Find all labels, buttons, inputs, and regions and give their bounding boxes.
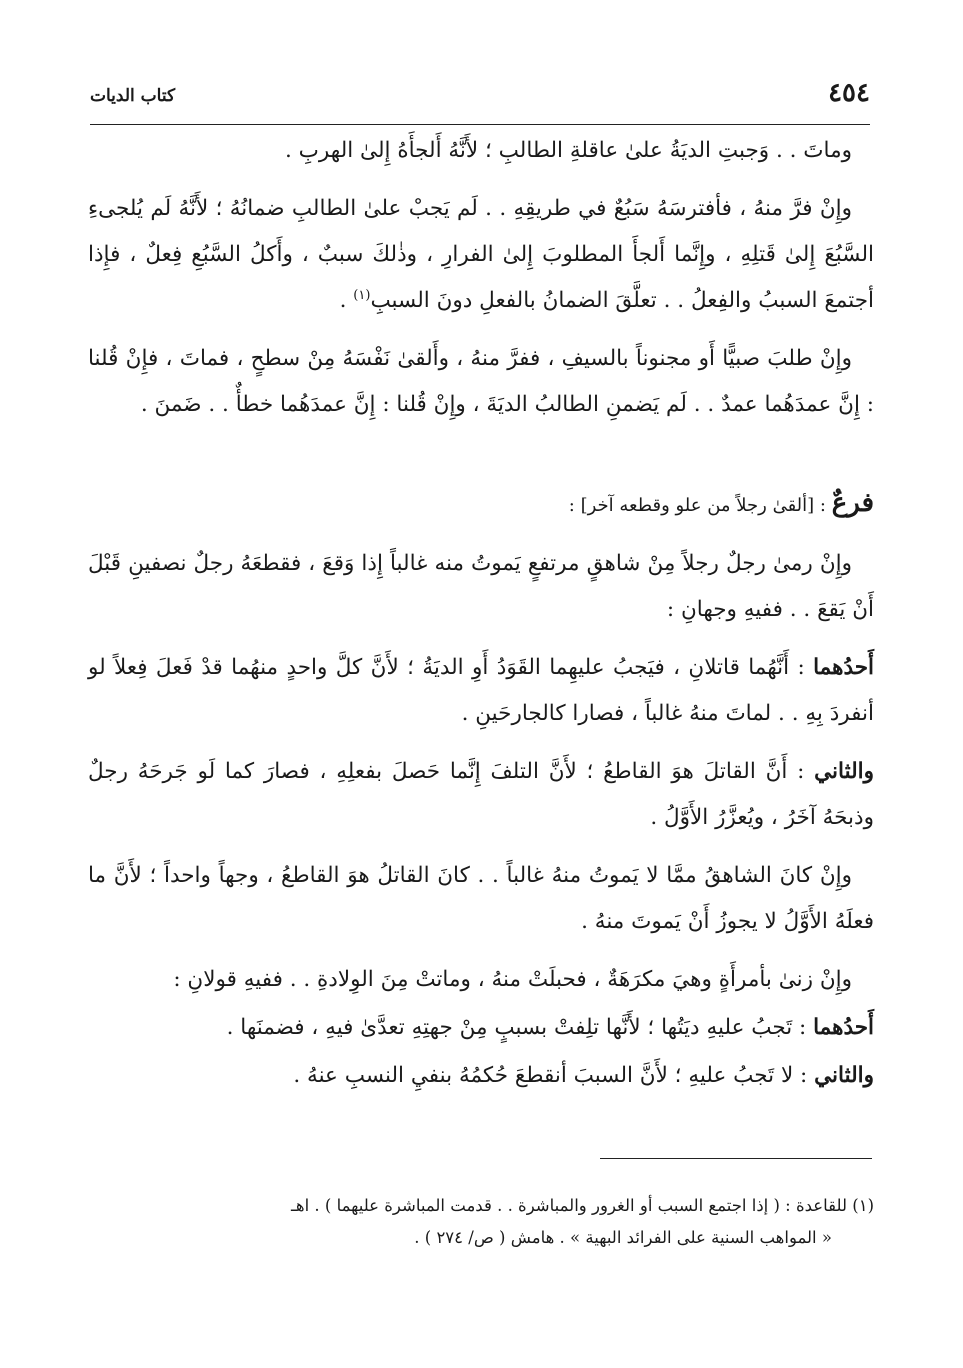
running-title: كتاب الديات: [90, 86, 176, 106]
section-spacer: [88, 440, 874, 480]
paragraph: والثاني : لا تَجبُ عليهِ ؛ لأَنَّ السببَ أنقطعَ حُكمُهُ بنفيِ النسبِ عنهُ .: [293, 1063, 874, 1088]
paragraph: وإِنْ كانَ الشاهقُ ممَّا لا يَموتُ منهُ غالباً . . كانَ القاتلُ هوَ القاطعُ ، وجهاً واحداً ؛ لأَنَّ ما فعلَهُ الأَوَّلُ لا يجوزُ أَنْ يَموتَ منهُ .: [88, 863, 874, 934]
opinion-label: أَحدُهما: [813, 655, 874, 680]
opinion-label: والثاني: [814, 759, 874, 784]
branch-title: فرعٌ: [831, 488, 874, 518]
branch-heading: [88, 480, 874, 529]
paragraph: أَحدُهما : أَنَّهُما قاتلانِ ، فيَجبُ عليهِما القَوَدُ أَوِ الديَةُ ؛ لأَنَّ كلَّ واحدٍ منهُما قدْ فَعلَ فِعلاً لو أنفردَ بِهِ . . لماتَ منهُ غالباً ، فصارا كالجارحَينِ .: [88, 655, 874, 726]
opinion-label: أَحدُهما: [813, 1015, 874, 1040]
footnotes: [88, 1190, 874, 1254]
footnote-line: (١) للقاعدة : ( إذا اجتمع السبب أو الغرور والمباشرة . . قدمت المباشرة عليهما ) . اهـ: [291, 1196, 874, 1215]
paragraph: أَحدُهما : تَجبُ عليهِ ديَتُها ؛ لأَنَّها تلِفتْ بسببٍ مِنْ جهتِهِ تعدَّىٰ فيهِ ، فضمنَها .: [226, 1015, 874, 1040]
paragraph: وإِنْ طلبَ صبيًّا أَو مجنوناً بالسيفِ ، ففرَّ منهُ ، وأَلقىٰ نَفْسَهُ مِنْ سطحٍ ، فماتَ ، فإِنْ قُلنا : إِنَّ عمدَهُما عمدٌ . . لَم يَضمنِ الطالبُ الديَةَ ، وإِنْ قُلنا : إِنَّ عمدَهُما خطأٌ . . ضَمنَ .: [88, 346, 874, 417]
paragraph: وإِنْ زنىٰ بأمرأَةٍ وهيَ مكرَهَةٌ ، فحبلَتْ منهُ ، وماتتْ مِنَ الوِلادةِ . . ففيهِ قولانِ :: [173, 967, 852, 992]
main-text: [88, 128, 874, 1111]
paragraph: وإِنْ فرَّ منهُ ، فأفترسَهُ سَبُعٌ في طريقِهِ . . لَم يَجبْ علىٰ الطالبِ ضمانُهُ ؛ لأَنَّهُ لَم يُلجىءِ السَّبُعَ إِلىٰ قَتلِهِ ، وإِنَّما أَلجأَ المطلوبَ إِلىٰ الفرارِ ، وذٰلكَ سببٌ ، وأَكلُ السَّبُعِ فِعلٌ ، فإِذا أجتمعَ السببُ والفِعلُ . . تعلَّقَ الضمانُ بالفعلِ دونَ السببِ$^{(١)}$ .: [88, 196, 874, 313]
opinion-label: والثاني: [814, 1063, 874, 1088]
footnote-divider: [600, 1158, 872, 1159]
page-number: ٤٥٤: [828, 78, 870, 108]
footnote-line: « المواهب السنية على الفرائد البهية » . هامش ( ص/ ٢٧٤ ) .: [414, 1228, 832, 1247]
paragraph: والثاني : أَنَّ القاتلَ هوَ القاطعُ ؛ لأَنَّ التلفَ إِنَّما حَصلَ بفعلِهِ ، فصارَ كما لَو جَرحَهُ رجلٌ وذبحَهُ آخَرُ ، ويُعزَّرُ الأَوَّلُ .: [88, 759, 874, 830]
footnote-marker[interactable]: (١): [353, 287, 371, 303]
paragraph: وإِنْ رمىٰ رجلٌ رجلاً مِنْ شاهقٍ مرتفعٍ يَموتُ منه غالباً إِذا وَقعَ ، فقطعَهُ رجلٌ نصفينِ قَبْلَ أَنْ يَقعَ . . ففيهِ وجهانِ :: [88, 551, 874, 622]
branch-subtitle: : [ألقىٰ رجلاً من علو وقطعه آخر] :: [568, 495, 832, 516]
header-divider: [90, 124, 870, 125]
paragraph: وماتَ . . وَجبتِ الديَةُ علىٰ عاقلةِ الطالبِ ؛ لأَنَّهُ أَلجأَهُ إِلىٰ الهربِ .: [285, 138, 852, 163]
page-header: [90, 72, 870, 118]
